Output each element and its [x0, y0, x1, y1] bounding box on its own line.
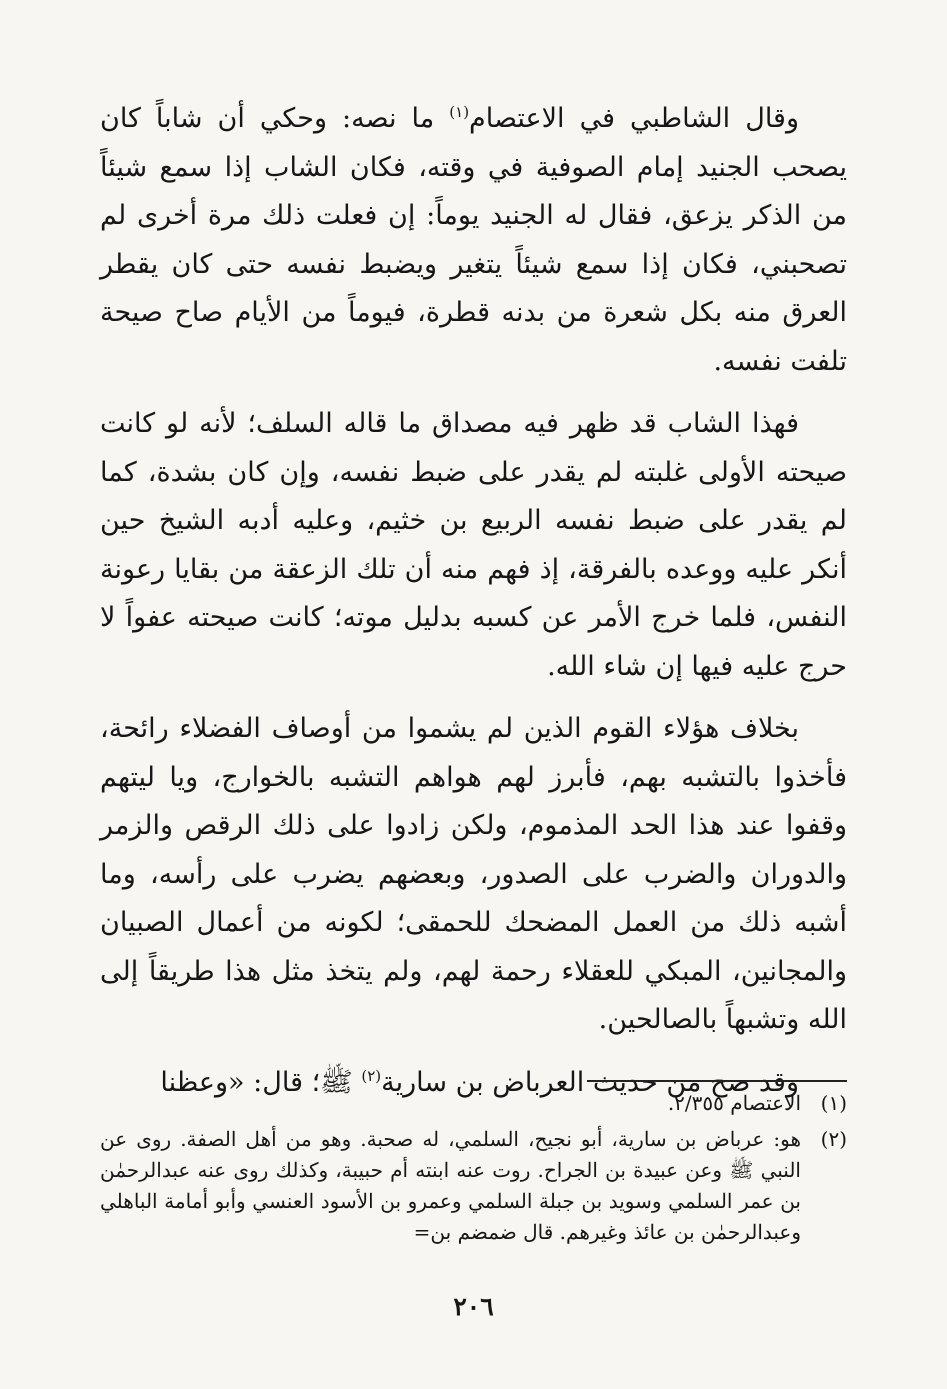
paragraph-3: [100, 705, 847, 1045]
paragraph-1-rest: ما نصه: وحكي أن شاباً كان يصحب الجنيد إمام الصوفية في وقته، فكان الشاب إذا سمع شيئاً من الذكر يزعق، فقال له الجنيد يوماً: إن فعلت ذلك مرة أخرى لم تصحبني، فكان إذا سمع شيئاً يتغير ويضبط نفسه حتى كان يقطر العرق منه بكل شعرة من بدنه قطرة، فيوماً من الأيام صاح صيحة تلفت نفسه.: [100, 103, 847, 377]
footnote-2-number: (٢): [820, 1127, 847, 1151]
footnote-1-text: الاعتصام ٢/٣٥٥.: [667, 1091, 801, 1115]
footnote-ref-1: (١): [449, 103, 470, 121]
footnote-divider: [587, 1080, 847, 1082]
paragraph-2-text: فهذا الشاب قد ظهر فيه مصداق ما قاله السلف؛ لأنه لو كانت صيحته الأولى غلبته لم يقدر على ضبط نفسه، وإن كان بشدة، كما لم يقدر على ضبط نفسه الربيع بن خثيم، وعليه أدبه الشيخ حين أنكر عليه ووعده بالفرقة، إذ فهم منه أن تلك الزعقة من بقايا رعونة النفس، فلما خرج الأمر عن كسبه بدليل موته؛ كانت صيحته عفواً لا حرج عليه فيها إن شاء الله.: [100, 408, 847, 682]
main-text: [100, 95, 847, 1107]
footnote-ref-2: (٢): [361, 1066, 382, 1085]
footnote-2-text: هو: عرباض بن سارية، أبو نجيح، السلمي، له صحبة. وهو من أهل الصفة. روى عن النبي ﷺ وعن عبيدة بن الجراح. روت عنه ابنته أم حبيبة، وكذلك روى عنه عبدالرحمٰن بن عمر السلمي وسويد بن جبلة السلمي وعمرو بن الأسود العنسي وأبو أمامة الباهلي وعبدالرحمٰن بن عائذ وغيرهم. قال ضمضم بن=: [100, 1127, 801, 1244]
footnote-1: [100, 1088, 847, 1119]
paragraph-4-start: وقد صح من حديث العرباض بن سارية: [381, 1066, 799, 1098]
footnote-1-number: (١): [820, 1091, 847, 1115]
paragraph-2: [100, 400, 847, 691]
paragraph-1-start: وقال الشاطبي في الاعتصام: [469, 103, 799, 134]
page-number: ٢٠٦: [453, 1292, 494, 1321]
paragraph-1: [100, 95, 847, 386]
paragraph-4-rest: ﷺ؛ قال: «وعظنا: [160, 1066, 362, 1098]
footnote-2: [100, 1124, 847, 1248]
footnotes: [100, 1088, 847, 1253]
paragraph-3-text: بخلاف هؤلاء القوم الذين لم يشموا من أوصاف الفضلاء رائحة، فأخذوا بالتشبه بهم، فأبرز لهم هواهم التشبه بالخوارج، ويا ليتهم وقفوا عند هذا الحد المذموم، ولكن زادوا على ذلك الرقص والزمر والدوران والضرب على الصدور، وبعضهم يضرب على رأسه، وما أشبه ذلك من العمل المضحك للحمقى؛ لكونه من أعمال الصبيان والمجانين، المبكي للعقلاء رحمة لهم، ولم يتخذ مثل هذا طريقاً إلى الله وتشبهاً بالصالحين.: [100, 713, 847, 1035]
